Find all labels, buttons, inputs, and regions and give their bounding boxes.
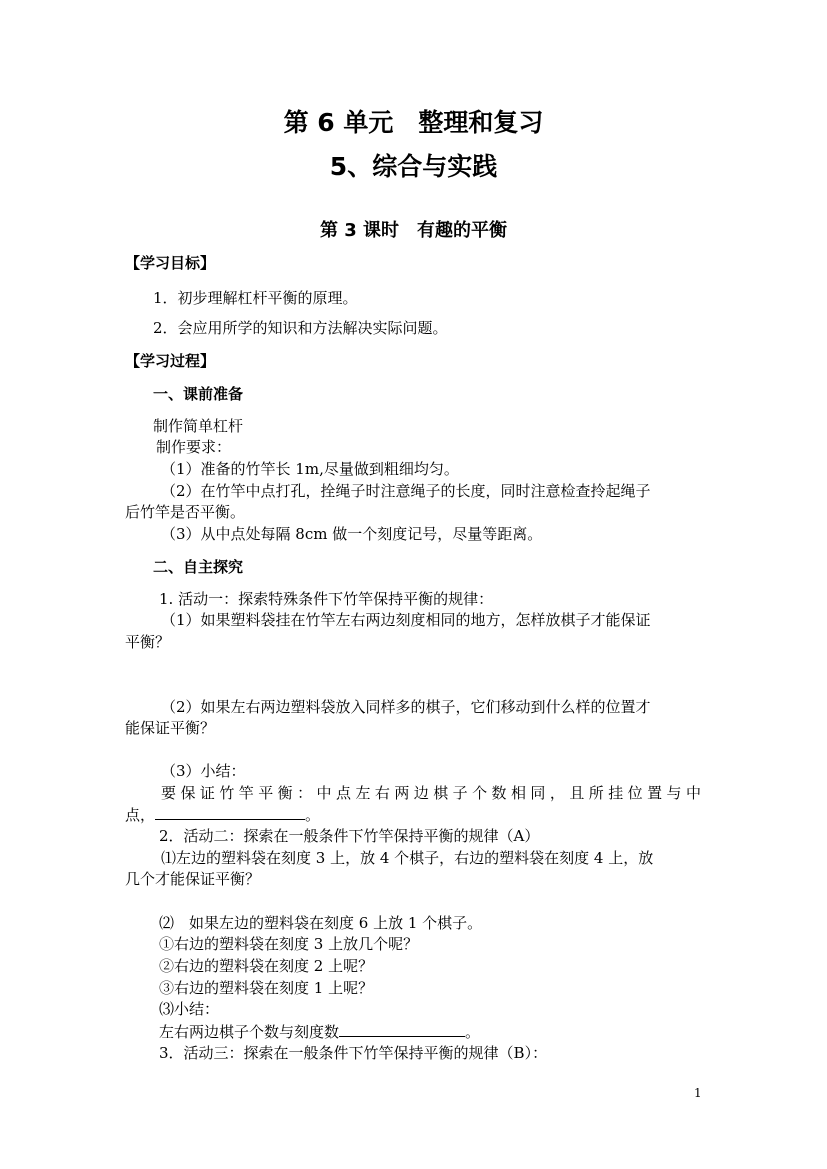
section-title: 5、综合与实践 xyxy=(329,152,498,181)
activity-1-summary-line-1: 要保证竹竿平衡：中点左右两边棋子个数相同，且所挂位置与中 xyxy=(161,784,701,802)
activity-2-q2-sub-3: ③右边的塑料袋在刻度 1 上呢？ xyxy=(159,979,374,997)
prep-req-label: 制作要求： xyxy=(156,438,232,456)
activity-1-summary-line-2 xyxy=(125,804,320,825)
answer-blank-2[interactable] xyxy=(339,1021,465,1037)
activity-2-q2-sub-1: ①右边的塑料袋在刻度 3 上放几个呢？ xyxy=(159,935,419,953)
prep-heading: 一、课前准备 xyxy=(153,385,244,403)
activity-1-q2-line-1: （2）如果左右两边塑料袋放入同样多的棋子，它们移动到什么样的位置才 xyxy=(161,698,651,716)
prep-req-3: （3）从中点处每隔 8cm 做一个刻度记号，尽量等距离。 xyxy=(161,525,543,543)
activity-1: 1. 活动一：探索特殊条件下竹竿保持平衡的规律： xyxy=(159,590,494,608)
activity-1-q1-line-1: （1）如果塑料袋挂在竹竿左右两边刻度相同的地方，怎样放棋子才能保证 xyxy=(161,611,651,629)
prep-req-2-line-1: （2）在竹竿中点打孔，拴绳子时注意绳子的长度，同时注意检查拎起绳子 xyxy=(161,482,651,500)
lesson-title: 第 3 课时 有趣的平衡 xyxy=(319,220,508,241)
prep-req-2-line-2: 后竹竿是否平衡。 xyxy=(125,503,246,521)
activity-2: 2．活动二：探索在一般条件下竹竿保持平衡的规律（A） xyxy=(159,827,540,845)
activity-1-q3: （3）小结： xyxy=(161,762,246,780)
page-number: 1 xyxy=(694,1086,702,1100)
activity-2-q2: ⑵ 如果左边的塑料袋在刻度 6 上放 1 个棋子。 xyxy=(159,914,483,932)
goals-heading: 【学习目标】 xyxy=(125,254,216,272)
activity-2-summary xyxy=(159,1021,480,1042)
activity-2-q1-line-1: ⑴左边的塑料袋在刻度 3 上，放 4 个棋子，右边的塑料袋在刻度 4 上，放 xyxy=(161,849,654,867)
activity-1-summary-suffix: 。 xyxy=(305,806,321,824)
activity-1-q1-line-2: 平衡？ xyxy=(125,633,171,651)
process-heading: 【学习过程】 xyxy=(125,352,216,370)
explore-heading: 二、自主探究 xyxy=(153,558,244,576)
goal-item-1: 1．初步理解杠杆平衡的原理。 xyxy=(153,289,358,307)
unit-title: 第 6 单元 整理和复习 xyxy=(283,108,544,137)
activity-3: 3．活动三：探索在一般条件下竹竿保持平衡的规律（B）： xyxy=(159,1044,548,1062)
activity-2-q3: ⑶小结： xyxy=(159,1000,220,1018)
activity-2-summary-prefix: 左右两边棋子个数与刻度数 xyxy=(159,1023,340,1041)
activity-1-summary-prefix: 点， xyxy=(125,806,156,824)
activity-2-summary-suffix: 。 xyxy=(465,1023,481,1041)
activity-2-q1-line-2: 几个才能保证平衡？ xyxy=(125,870,261,888)
answer-blank-1[interactable] xyxy=(155,804,305,820)
prep-task: 制作简单杠杆 xyxy=(153,417,244,435)
activity-1-q2-line-2: 能保证平衡？ xyxy=(125,719,216,737)
goal-item-2: 2．会应用所学的知识和方法解决实际问题。 xyxy=(153,319,448,337)
activity-2-q2-sub-2: ②右边的塑料袋在刻度 2 上呢？ xyxy=(159,957,374,975)
prep-req-1: （1）准备的竹竿长 1m,尽量做到粗细均匀。 xyxy=(161,460,459,478)
